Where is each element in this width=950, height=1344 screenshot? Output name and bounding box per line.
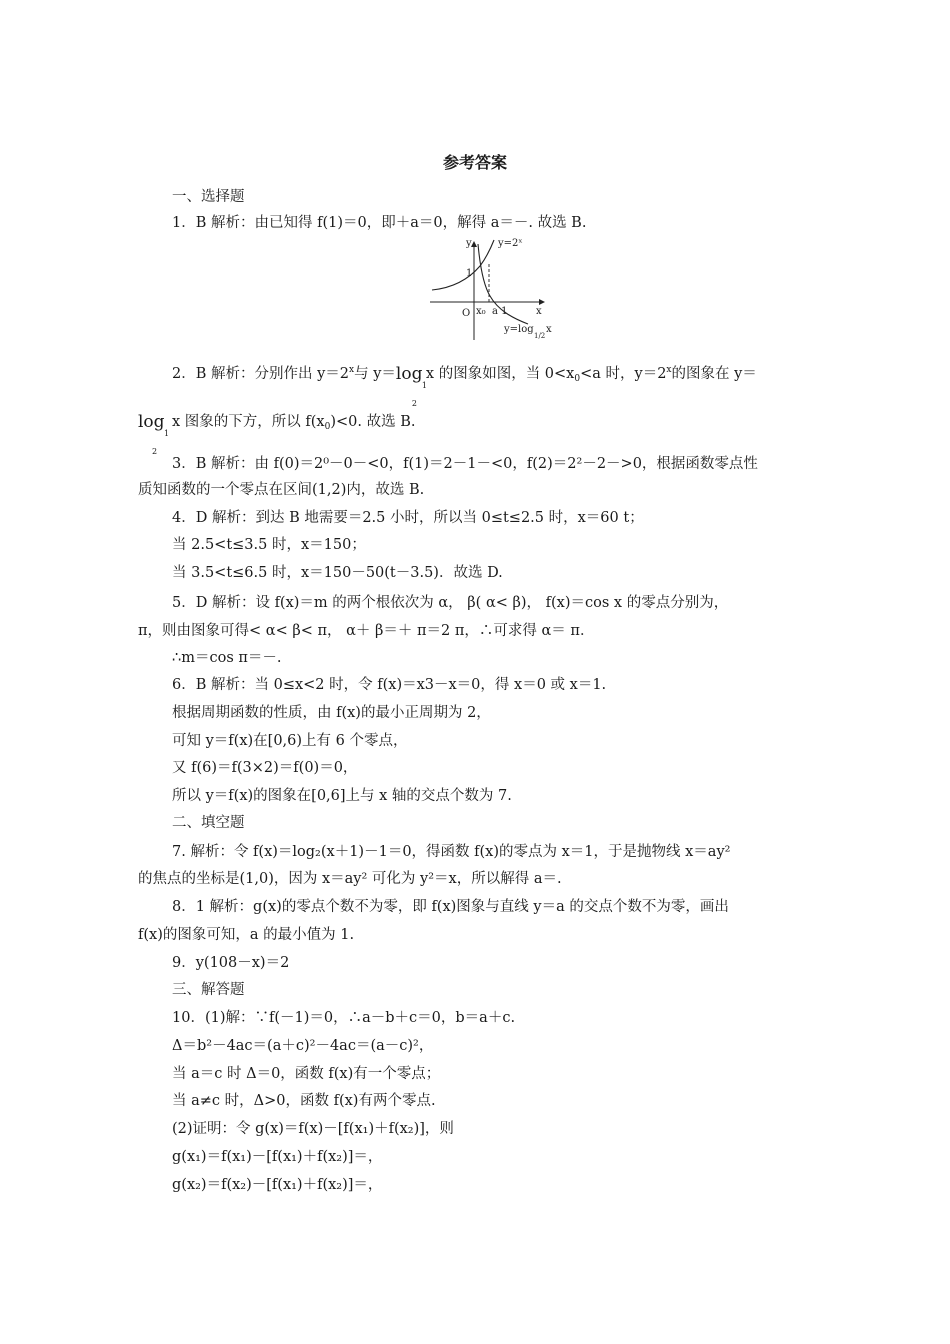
answer-10-line-7: g(x₂)＝f(x₂)－[f(x₁)＋f(x₂)]＝，	[172, 1177, 383, 1193]
graph-exp-label: y=2ˣ	[498, 238, 523, 249]
answer-6-line-1: 6．B 解析：当 0≤x<2 时，令 f(x)＝x3－x＝0，得 x＝0 或 x＝1.	[172, 677, 607, 693]
graph-log-base: 1/2	[534, 332, 546, 340]
graph-y-label: y	[466, 238, 472, 249]
answer-7-line-2: 的焦点的坐标是(1,0)，因为 x＝ay² 可化为 y²＝x，所以解得 a＝.	[138, 871, 562, 887]
answer-10-line-5: (2)证明：令 g(x)＝f(x)－[f(x₁)＋f(x₂)]，则	[172, 1121, 454, 1137]
answer-2-line-2: log 1 2 x 图象的下方，所以 $f(x_0)<0$. 故选 B.	[138, 412, 416, 456]
graph-x0-label: x₀	[476, 306, 486, 317]
graph-log-x: x	[546, 324, 552, 335]
answer-6-line-2: 根据周期函数的性质，由 f(x)的最小正周期为 2，	[172, 705, 491, 721]
answer-7-line-1: 7. 解析：令 f(x)＝log₂(x＋1)－1＝0，得函数 f(x)的零点为 x＝1，于是抛物线 x＝ay²	[172, 844, 731, 860]
graph-x-label: x	[536, 306, 542, 317]
answer-10-line-2: Δ＝b²－4ac＝(a＋c)²－4ac＝(a－c)²，	[172, 1038, 434, 1054]
answer-6-line-4: 又 f(6)＝f(3×2)＝f(0)＝0，	[172, 760, 358, 776]
answer-3-line-1: 3．B 解析：由 f(0)＝2⁰－0－<0，f(1)＝2－1－<0，f(2)＝2²－2－>0，根据函数零点性	[172, 456, 758, 472]
graph-origin-label: O	[462, 308, 471, 319]
function-graph	[428, 236, 554, 346]
answer-6-line-5: 所以 y＝f(x)的图象在[0,6]上与 x 轴的交点个数为 7.	[172, 788, 512, 804]
answer-4-line-2: 当 2.5<t≤3.5 时，x＝150；	[172, 537, 366, 553]
answer-4-line-1: 4．D 解析：到达 B 地需要＝2.5 小时，所以当 0≤t≤2.5 时，x＝60 t；	[172, 510, 644, 526]
answer-5-line-2: π，则由图象可得< α< β< π， α＋ β＝＋ π＝2 π，∴可求得 α＝ π．	[138, 623, 595, 639]
page-title: 参考答案	[442, 153, 507, 172]
answer-10-line-6: g(x₁)＝f(x₁)－[f(x₁)＋f(x₂)]＝，	[172, 1149, 383, 1165]
answer-6-line-3: 可知 y＝f(x)在[0,6)上有 6 个零点，	[172, 733, 408, 749]
answer-1: 1．B 解析：由已知得 f(1)＝0，即＋a＝0，解得 a＝－. 故选 B.	[172, 215, 587, 231]
answer-10-line-1: 10．(1)解：∵f(－1)＝0，∴a－b＋c＝0，b＝a＋c.	[172, 1010, 516, 1026]
graph-one-label: 1	[466, 268, 473, 279]
answer-5-line-3: ∴m＝cos π＝－.	[172, 650, 282, 666]
section-heading-solve: 三、解答题	[172, 982, 245, 998]
answer-4-line-3: 当 3.5<t≤6.5 时，x＝150－50(t－3.5)．故选 D.	[172, 565, 503, 581]
answer-3-line-2: 质知函数的一个零点在区间(1,2)内，故选 B.	[138, 482, 425, 498]
section-heading-choice: 一、选择题	[172, 189, 245, 205]
answer-5-line-1: 5．D 解析：设 f(x)＝m 的两个根依次为 α， β( α< β)， f(x)＝cos x 的零点分别为，	[172, 595, 729, 611]
answer-8-line-1: 8．1 解析：g(x)的零点个数不为零，即 f(x)图象与直线 y＝a 的交点个数不为零，画出	[172, 899, 729, 915]
answer-10-line-3: 当 a＝c 时 Δ＝0，函数 f(x)有一个零点；	[172, 1066, 441, 1082]
answer-9: 9．y(108－x)＝2	[172, 955, 290, 971]
answer-8-line-2: f(x)的图象可知，a 的最小值为 1.	[138, 927, 355, 943]
section-heading-fill: 二、填空题	[172, 815, 245, 831]
graph-log-label: y=log	[504, 324, 534, 335]
answer-10-line-4: 当 a≠c 时，Δ>0，函数 f(x)有两个零点.	[172, 1093, 436, 1109]
graph-a1-label: a 1	[492, 306, 508, 317]
answer-2-line-1: 2．B 解析：分别作出 $y=2^x$与 y＝ log 1 2 x 的图象如图，当 $0<x_0<a$ 时，$y=2^x$的图象在 y＝	[172, 364, 757, 408]
